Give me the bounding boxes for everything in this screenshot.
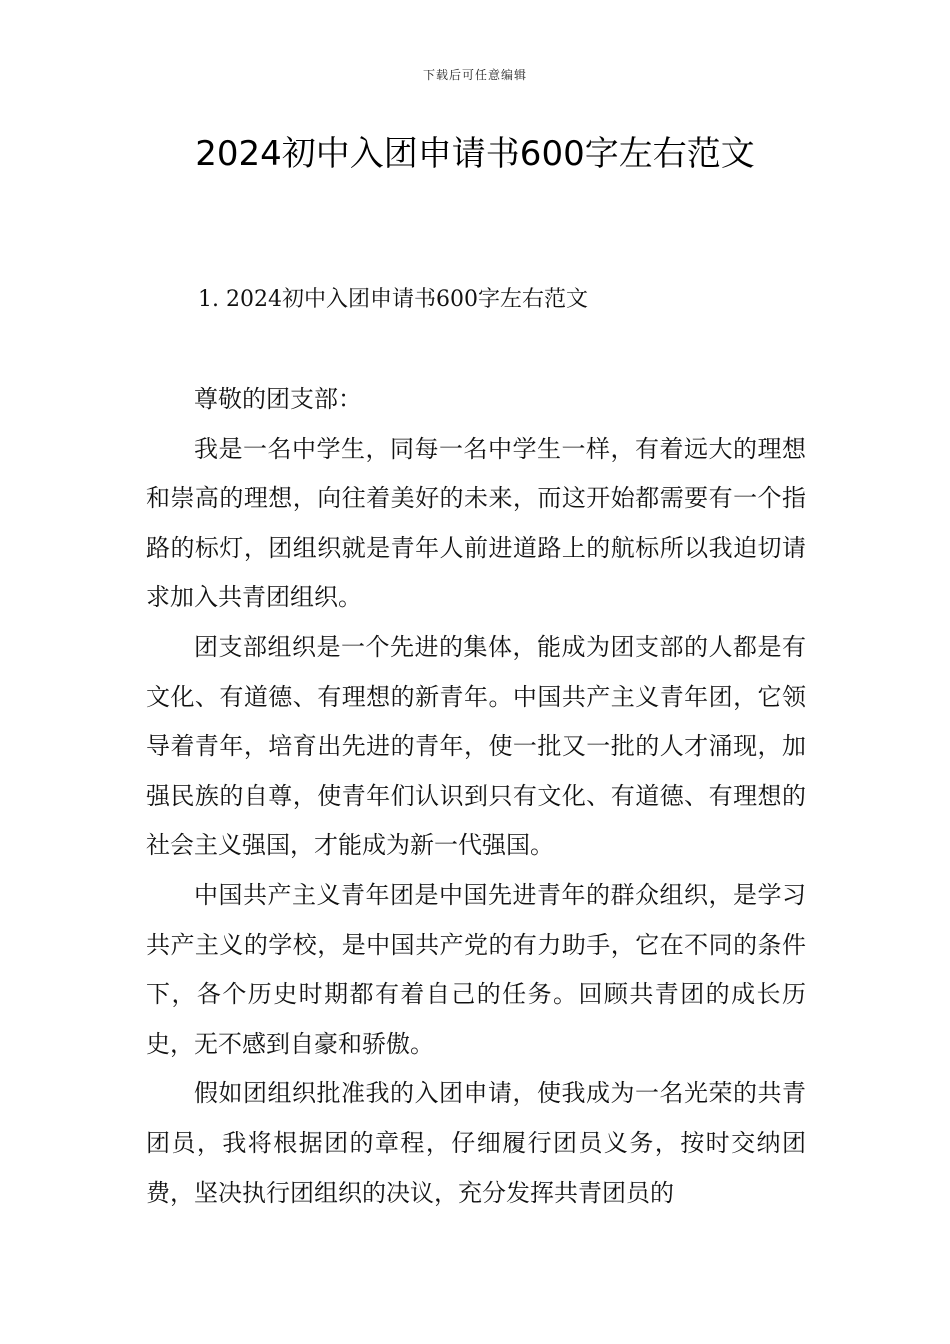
document-body <box>146 375 806 1218</box>
paragraph-4: 假如团组织批准我的入团申请，使我成为一名光荣的共青团员，我将根据团的章程，仔细履行团员义务，按时交纳团费，坚决执行团组织的决议，充分发挥共青团员的 <box>146 1079 806 1207</box>
paragraph-2: 团支部组织是一个先进的集体，能成为团支部的人都是有文化、有道德、有理想的新青年。中国共产主义青年团，它领导着青年，培育出先进的青年，使一批又一批的人才涌现，加强民族的自尊，使青年们认识到只有文化、有道德、有理想的社会主义强国，才能成为新一代强国。 <box>146 632 806 860</box>
section-heading: 1. 2024初中入团申请书600字左右范文 <box>198 287 588 312</box>
salutation: 尊敬的团支部： <box>194 385 362 413</box>
paragraph-1: 我是一名中学生，同每一名中学生一样，有着远大的理想和崇高的理想，向往着美好的未来，而这开始都需要有一个指路的标灯，团组织就是青年人前进道路上的航标所以我迫切请求加入共青团组织。 <box>146 434 806 612</box>
header-note: 下载后可任意编辑 <box>422 68 527 82</box>
document-title: 2024初中入团申请书600字左右范文 <box>195 134 755 174</box>
paragraph-3: 中国共产主义青年团是中国先进青年的群众组织，是学习共产主义的学校，是中国共产党的有力助手，它在不同的条件下，各个历史时期都有着自己的任务。回顾共青团的成长历史，无不感到自豪和骄傲。 <box>146 880 806 1058</box>
